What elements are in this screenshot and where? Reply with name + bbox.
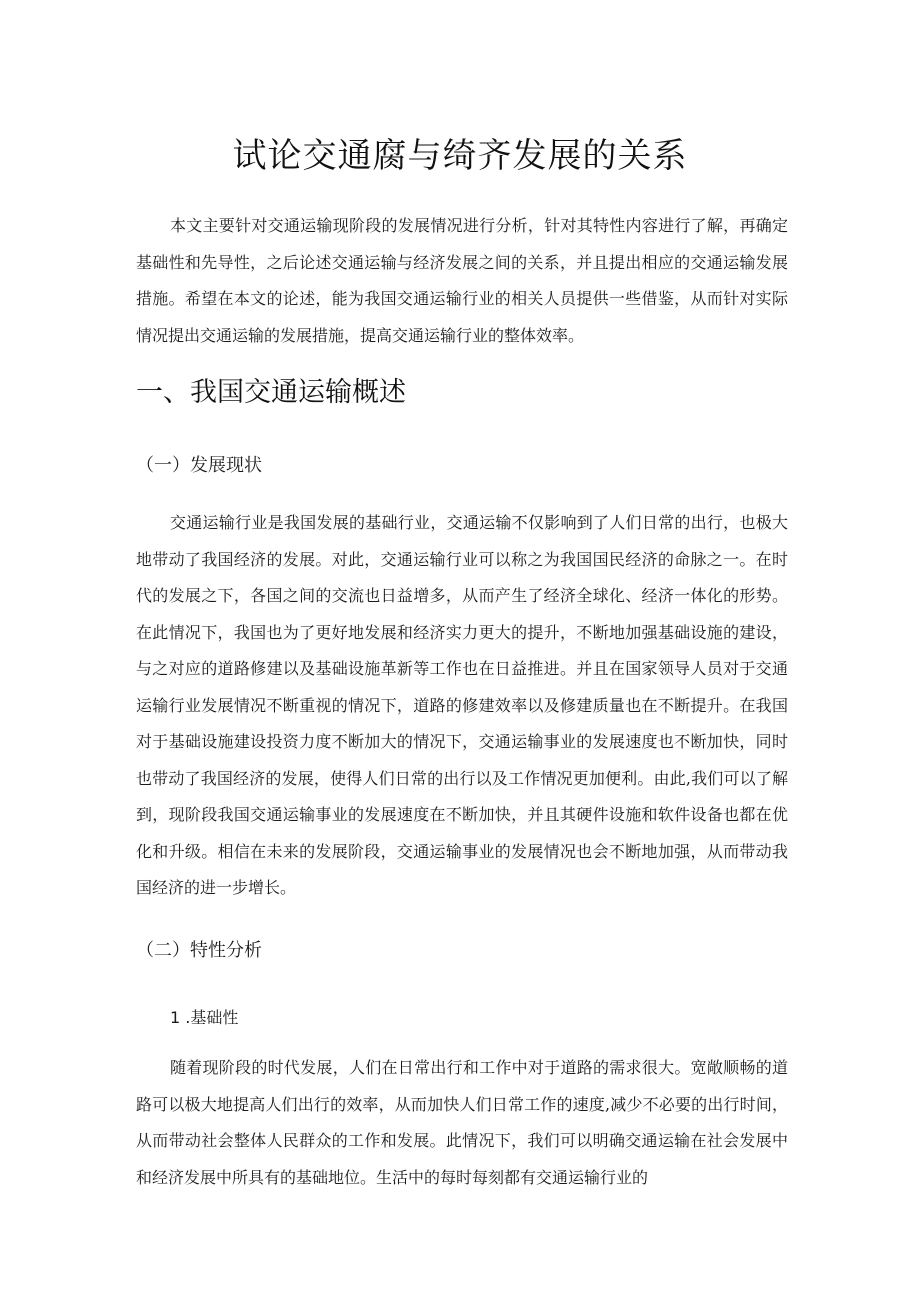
section-heading: 一、我国交通运输概述 [136, 377, 406, 408]
subsection-heading-status: （一）发展现状 [136, 455, 262, 476]
subsection-heading-characteristics: （二）特性分析 [136, 940, 262, 961]
document-title: 试论交通腐与绮齐发展的关系 [232, 136, 688, 176]
abstract-paragraph: 本文主要针对交通运输现阶段的发展情况进行分析，针对其特性内容进行了解，再确定基础性和先导性，之后论述交通运输与经济发展之间的关系，并且提出相应的交通运输发展措施。希望在本文的论述，能为我国交通运输行业的相关人员提供一些借鉴，从而针对实际情况提出交通运输的发展措施，提高交通运输行业的整体效率。 [136, 216, 788, 345]
status-paragraph: 交通运输行业是我国发展的基础行业，交通运输不仅影响到了人们日常的出行，也极大地带动了我国经济的发展。对此，交通运输行业可以称之为我国国民经济的命脉之一。在时代的发展之下，各国之间的交流也日益增多，从而产生了经济全球化、经济一体化的形势。在此情况下，我国也为了更好地发展和经济实力更大的提升，不断地加强基础设施的建设，与之对应的道路修建以及基础设施革新等工作也在日益推进。并且在国家领导人员对于交通运输行业发展情况不断重视的情况下，道路的修建效率以及修建质量也在不断提升。在我国对于基础设施建设投资力度不断加大的情况下，交通运输事业的发展速度也不断加快，同时也带动了我国经济的发展，使得人们日常的出行以及工作情况更加便利。由此,我们可以了解到，现阶段我国交通运输事业的发展速度在不断加快，并且其硬件设施和软件设备也都在优化和升级。相信在未来的发展阶段，交通运输事业的发展情况也会不断地加强，从而带动我国经济的进一步增长。 [136, 513, 788, 897]
foundational-paragraph: 随着现阶段的时代发展，人们在日常出行和工作中对于道路的需求很大。宽敞顺畅的道路可以极大地提高人们出行的效率，从而加快人们日常工作的速度,减少不必要的出行时间，从而带动社会整体人民群众的工作和发展。此情况下，我们可以明确交通运输在社会发展中和经济发展中所具有的基础地位。生活中的每时每刻都有交通运输行业的 [136, 1058, 788, 1187]
item-heading-foundational: 1 .基础性 [170, 1008, 239, 1027]
